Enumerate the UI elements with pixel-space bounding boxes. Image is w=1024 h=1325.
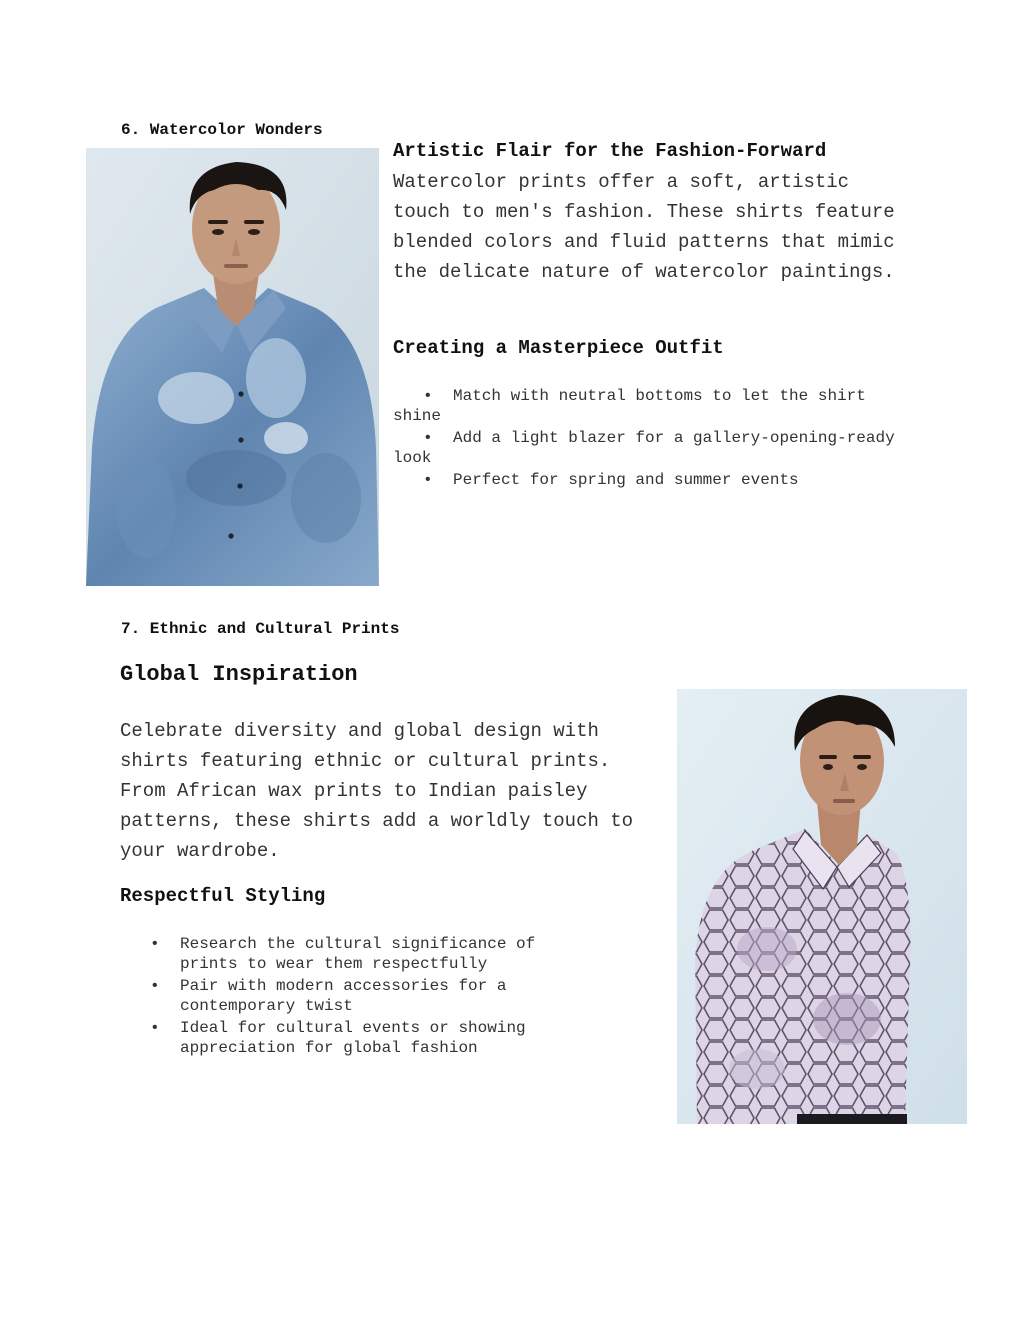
section-6-title: 6. Watercolor Wonders [121, 121, 323, 139]
section-6-styling-heading: Creating a Masterpiece Outfit [393, 337, 724, 359]
section-6-subtitle: Artistic Flair for the Fashion-Forward [393, 140, 827, 162]
bullet-icon: • [423, 471, 433, 489]
list-item: • Match with neutral bottoms to let the shirt shine [393, 387, 866, 425]
list-item: • Add a light blazer for a gallery-opening-ready look [393, 429, 895, 467]
list-item: • Pair with modern accessories for a contemporary twist [150, 977, 507, 1015]
section-6-tips-list [393, 386, 923, 492]
section-7-title: 7. Ethnic and Cultural Prints [121, 620, 400, 638]
section-6-paragraph: Watercolor prints offer a soft, artistic touch to men's fashion. These shirts feature blended colors and fluid patterns that mimic the delicate nature of watercolor paintings. [393, 171, 895, 283]
section-7-tips-list [120, 934, 600, 1060]
list-item: • Research the cultural significance of prints to wear them respectfully [150, 935, 536, 973]
bullet-icon: • [150, 935, 160, 953]
bullet-icon: • [423, 387, 433, 405]
cultural-print-shirt-photo [677, 689, 967, 1124]
bullet-icon: • [150, 977, 160, 995]
bullet-icon: • [150, 1019, 160, 1037]
section-7-styling-heading: Respectful Styling [120, 885, 326, 907]
watercolor-shirt-photo [86, 148, 379, 586]
list-item: • Perfect for spring and summer events [423, 471, 799, 489]
section-7-heading: Global Inspiration [120, 662, 358, 687]
section-7-paragraph: Celebrate diversity and global design with shirts featuring ethnic or cultural prints. From African wax prints to Indian paisley patterns, these shirts add a worldly touch to your wardrobe. [120, 720, 634, 862]
bullet-icon: • [423, 429, 433, 447]
list-item: • Ideal for cultural events or showing appreciation for global fashion [150, 1019, 526, 1057]
